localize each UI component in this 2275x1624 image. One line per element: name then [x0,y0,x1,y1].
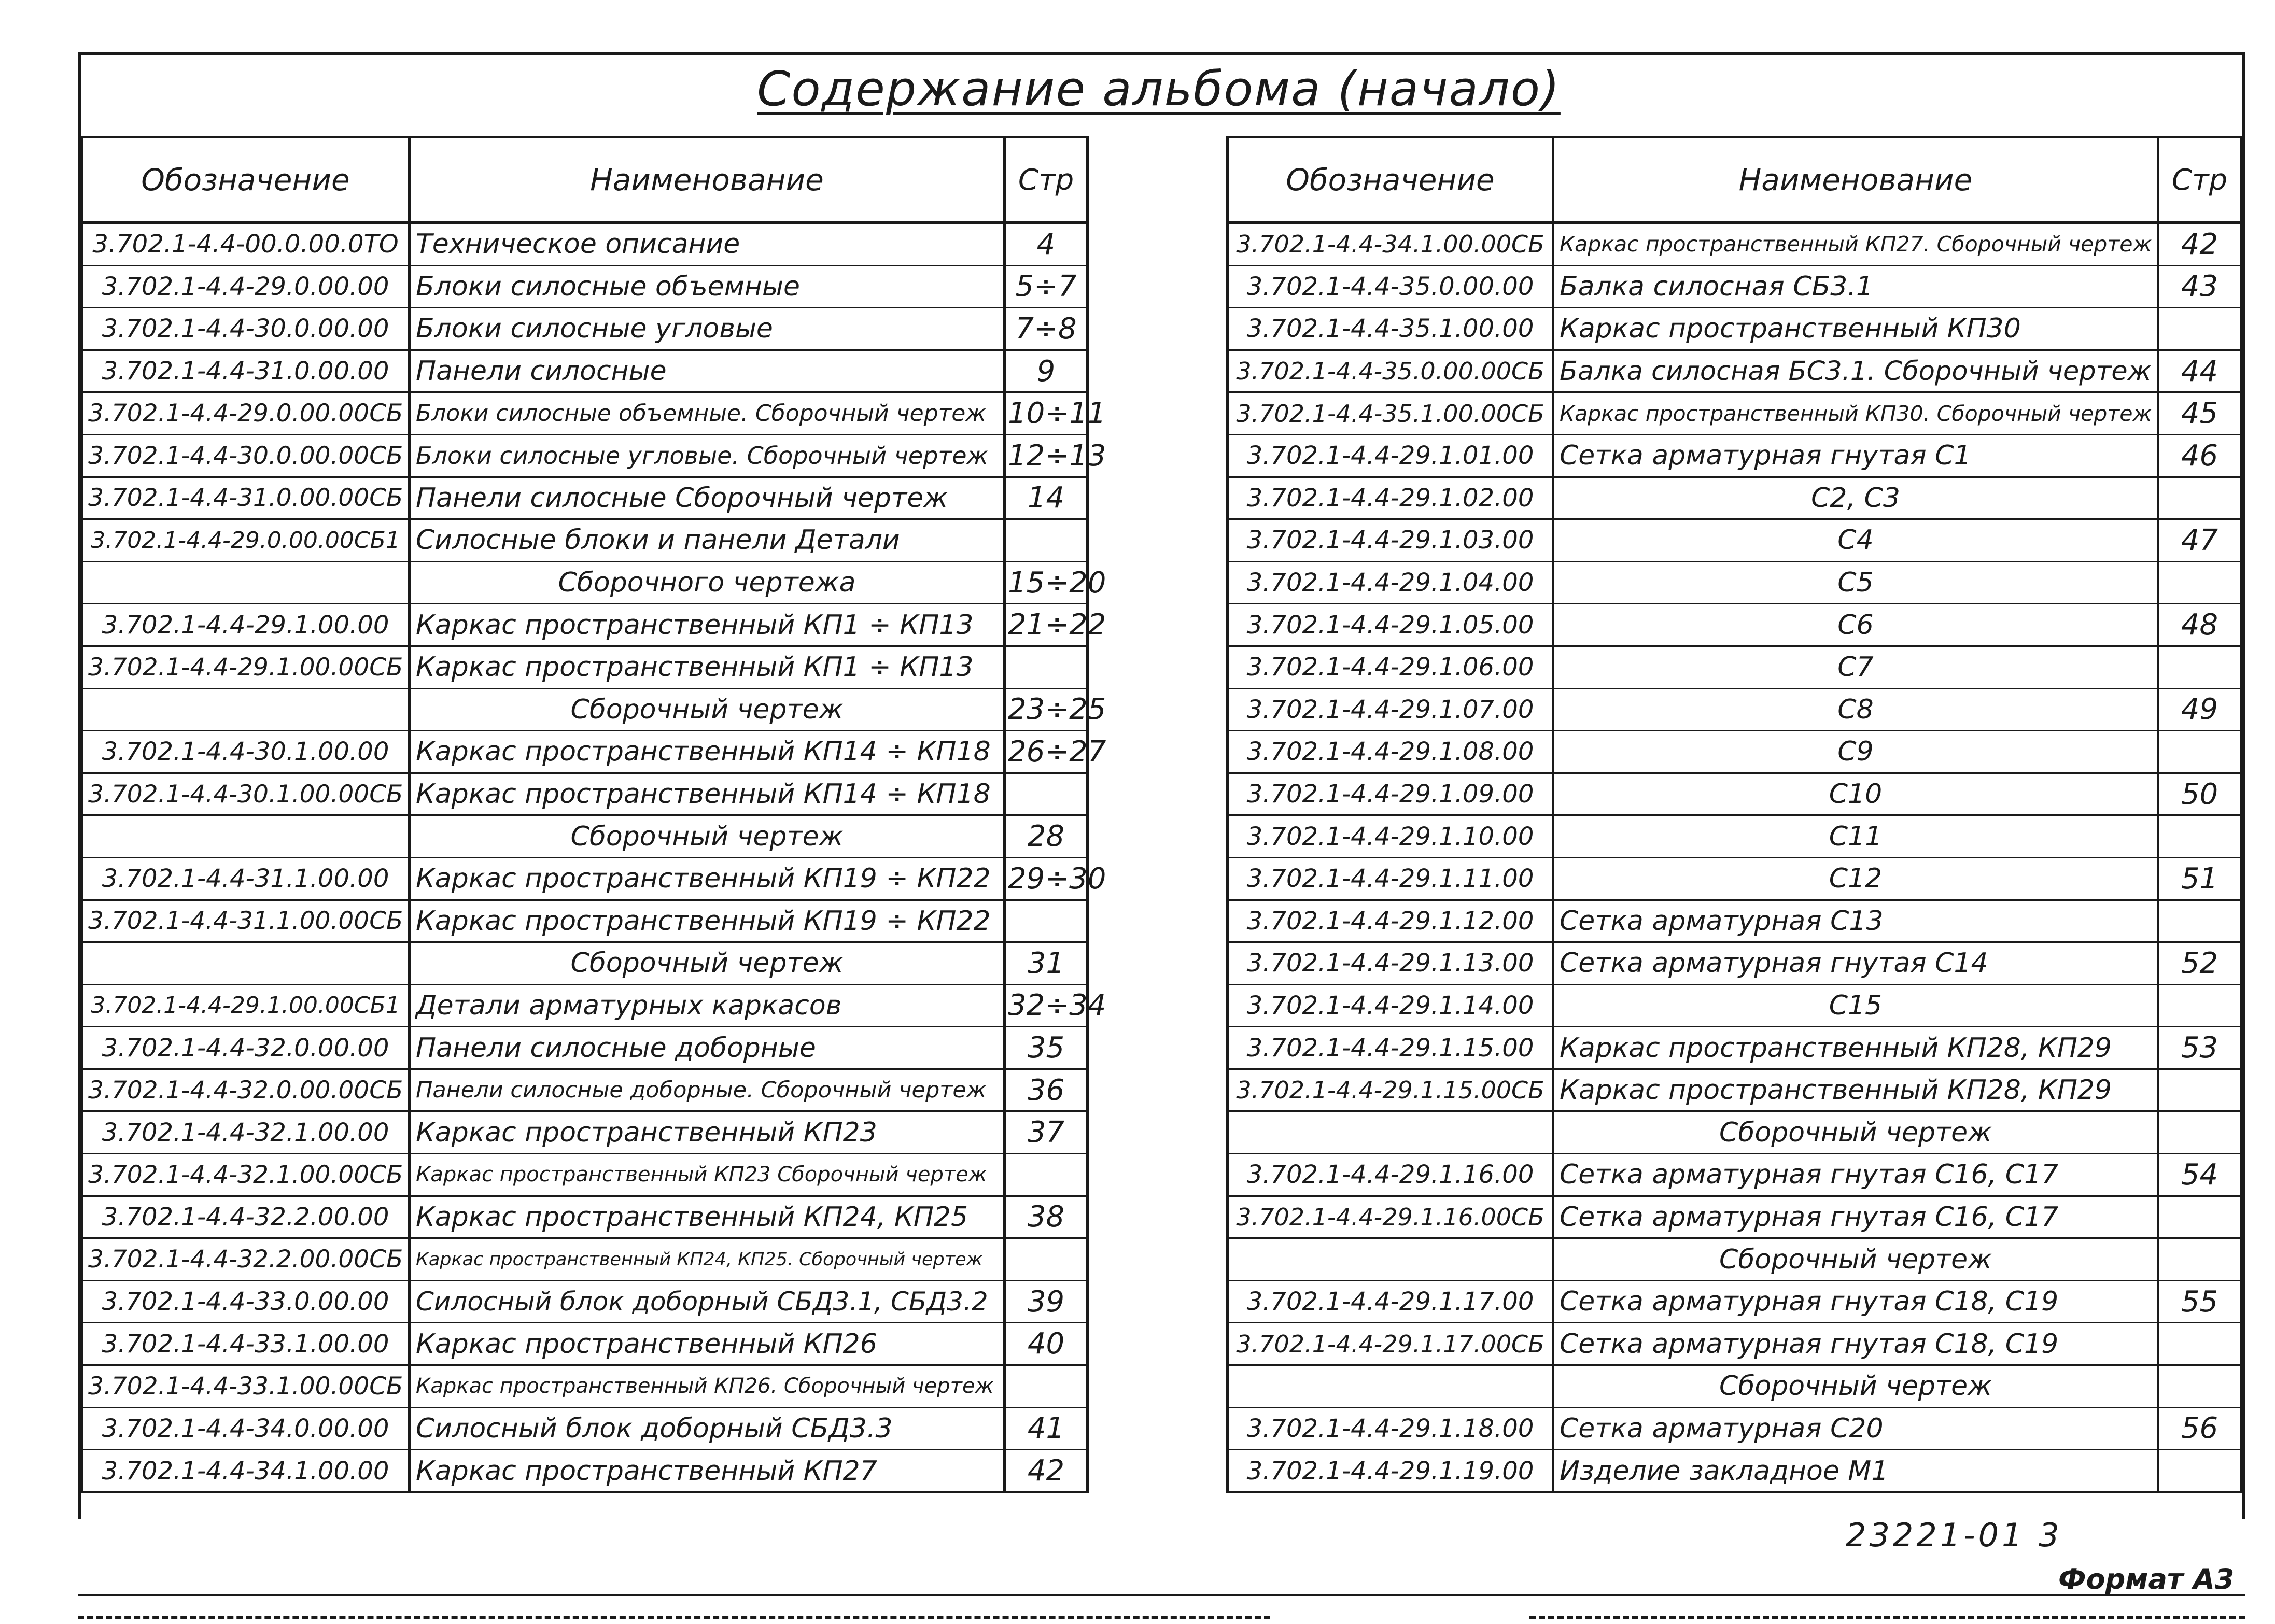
designation-cell: 3.702.1-4.4-29.1.07.00 [1228,688,1553,731]
name-cell: Каркас пространственный КП24, КП25. Сборочный чертеж [410,1238,1005,1281]
name-cell: Сборочный чертеж [410,688,1005,731]
name-cell: Каркас пространственный КП14 ÷ КП18 [410,731,1005,773]
designation-cell: 3.702.1-4.4-29.0.00.00СБ [82,392,410,435]
table-row [82,1154,1088,1196]
name-cell: С10 [1553,773,2158,815]
designation-cell: 3.702.1-4.4-30.1.00.00 [82,731,410,773]
page-cell [2158,646,2241,688]
table-row [82,857,1088,900]
name-cell: Сборочный чертеж [1553,1111,2158,1154]
table-row [82,900,1088,942]
designation-cell: 3.702.1-4.4-29.1.17.00 [1228,1280,1553,1323]
designation-cell: 3.702.1-4.4-35.0.00.00 [1228,265,1553,308]
designation-cell: 3.702.1-4.4-34.1.00.00 [82,1450,410,1492]
designation-cell: 3.702.1-4.4-32.1.00.00 [82,1111,410,1154]
page-cell: 54 [2158,1154,2241,1196]
name-cell: Сетка арматурная гнутая С18, С19 [1553,1280,2158,1323]
page-cell [2158,900,2241,942]
contents-rows-left [82,223,1106,1492]
name-cell: С5 [1553,561,2158,604]
designation-cell: 3.702.1-4.4-34.1.00.00СБ [1228,223,1553,266]
name-cell: С4 [1553,519,2158,562]
name-cell: Панели силосные доборные [410,1027,1005,1069]
table-row [82,350,1088,392]
page-cell [2158,477,2241,519]
table-row [82,1407,1088,1450]
page-cell: 5÷7 [1005,265,1088,308]
name-cell: Каркас пространственный КП23 Сборочный чертеж [410,1154,1005,1196]
table-row [1228,1365,2241,1408]
designation-cell: 3.702.1-4.4-29.0.00.00 [82,265,410,308]
header-code: Обозначение [1228,137,1553,223]
name-cell: Сетка арматурная гнутая С16, С17 [1553,1154,2158,1196]
name-cell: Каркас пространственный КП27. Сборочный чертеж [1553,223,2158,266]
page-cell: 15÷20 [1005,561,1088,604]
name-cell: Панели силосные доборные. Сборочный чертеж [410,1069,1005,1111]
name-cell: Блоки силосные объемные [410,265,1005,308]
table-row [82,392,1088,435]
table-row [1228,1069,2241,1111]
page-cell [1005,1154,1088,1196]
name-cell: Сборочный чертеж [1553,1238,2158,1281]
page-cell [2158,1365,2241,1408]
table-row [82,1238,1088,1281]
table-row [1228,900,2241,942]
designation-cell: 3.702.1-4.4-29.1.08.00 [1228,731,1553,773]
designation-cell: 3.702.1-4.4-29.1.06.00 [1228,646,1553,688]
designation-cell: 3.702.1-4.4-29.0.00.00СБ1 [82,519,410,562]
cut-line-right [1529,1616,2245,1619]
contents-rows-right [1228,223,2241,1492]
table-row [1228,1196,2241,1238]
table-row [82,942,1088,985]
page-cell: 45 [2158,392,2241,435]
designation-cell: 3.702.1-4.4-29.1.01.00 [1228,434,1553,477]
page-cell [2158,1196,2241,1238]
table-row [82,1069,1088,1111]
page-cell: 50 [2158,773,2241,815]
designation-cell: 3.702.1-4.4-30.0.00.00 [82,308,410,350]
designation-cell: 3.702.1-4.4-33.0.00.00 [82,1280,410,1323]
table-row [1228,857,2241,900]
table-row [1228,731,2241,773]
table-row [1228,1238,2241,1281]
designation-cell: 3.702.1-4.4-29.1.11.00 [1228,857,1553,900]
table-row [82,1450,1088,1492]
page-cell: 9 [1005,350,1088,392]
table-row [1228,942,2241,985]
designation-cell: 3.702.1-4.4-35.1.00.00СБ [1228,392,1553,435]
header-code: Обозначение [82,137,410,223]
page-cell [1005,1365,1088,1408]
designation-cell: 3.702.1-4.4-33.1.00.00 [82,1323,410,1365]
name-cell: Каркас пространственный КП30 [1553,308,2158,350]
page-cell [1005,646,1088,688]
document-number: 23221-01 3 [1846,1516,2062,1554]
page-cell: 48 [2158,604,2241,646]
table-row [1228,223,2241,266]
table-row [1228,350,2241,392]
page-cell [2158,1450,2241,1492]
designation-cell: 3.702.1-4.4-29.1.02.00 [1228,477,1553,519]
name-cell: Каркас пространственный КП26 [410,1323,1005,1365]
table-row [82,308,1088,350]
page-cell [2158,1111,2241,1154]
designation-cell [82,942,410,985]
page-cell: 32÷34 [1005,984,1088,1027]
designation-cell [1228,1238,1553,1281]
table-row [1228,265,2241,308]
name-cell: Панели силосные [410,350,1005,392]
name-cell: Силосный блок доборный СБД3.3 [410,1407,1005,1450]
page-cell: 42 [1005,1450,1088,1492]
name-cell: Детали арматурных каркасов [410,984,1005,1027]
page-cell [2158,1238,2241,1281]
designation-cell: 3.702.1-4.4-29.1.15.00 [1228,1027,1553,1069]
name-cell: С11 [1553,815,2158,858]
name-cell: Каркас пространственный КП28, КП29 [1553,1027,2158,1069]
designation-cell: 3.702.1-4.4-35.1.00.00 [1228,308,1553,350]
table-row [1228,1111,2241,1154]
designation-cell: 3.702.1-4.4-29.1.05.00 [1228,604,1553,646]
cut-line-left [78,1616,1270,1619]
name-cell: Техническое описание [410,223,1005,266]
name-cell: Сетка арматурная гнутая С14 [1553,942,2158,985]
designation-cell: 3.702.1-4.4-29.1.16.00 [1228,1154,1553,1196]
designation-cell: 3.702.1-4.4-29.1.18.00 [1228,1407,1553,1450]
name-cell: Сетка арматурная гнутая С18, С19 [1553,1323,2158,1365]
page-cell: 42 [2158,223,2241,266]
name-cell: Каркас пространственный КП1 ÷ КП13 [410,646,1005,688]
contents-table-right [1226,136,2242,1493]
table-row [82,984,1088,1027]
name-cell: С15 [1553,984,2158,1027]
table-row [1228,1323,2241,1365]
page-cell [1005,519,1088,562]
table-row [1228,519,2241,562]
page-cell: 49 [2158,688,2241,731]
name-cell: Каркас пространственный КП28, КП29 [1553,1069,2158,1111]
name-cell: Изделие закладное М1 [1553,1450,2158,1492]
table-row [82,265,1088,308]
designation-cell [1228,1111,1553,1154]
table-row [1228,773,2241,815]
table-row [82,688,1088,731]
name-cell: Каркас пространственный КП27 [410,1450,1005,1492]
name-cell: Балка силосная СБ3.1 [1553,265,2158,308]
name-cell: С8 [1553,688,2158,731]
page-cell: 43 [2158,265,2241,308]
name-cell: Сборочный чертеж [410,942,1005,985]
name-cell: Силосный блок доборный СБД3.1, СБД3.2 [410,1280,1005,1323]
table-row [1228,1407,2241,1450]
page-cell [2158,561,2241,604]
table-row [1228,434,2241,477]
designation-cell [82,815,410,858]
table-row [1228,1027,2241,1069]
designation-cell: 3.702.1-4.4-29.1.13.00 [1228,942,1553,985]
designation-cell: 3.702.1-4.4-31.1.00.00 [82,857,410,900]
table-row [82,1323,1088,1365]
table-row [1228,392,2241,435]
designation-cell: 3.702.1-4.4-30.0.00.00СБ [82,434,410,477]
name-cell: Каркас пространственный КП24, КП25 [410,1196,1005,1238]
page-cell: 51 [2158,857,2241,900]
page-cell: 29÷30 [1005,857,1088,900]
page-cell [2158,1069,2241,1111]
table-row [82,1111,1088,1154]
name-cell: С12 [1553,857,2158,900]
designation-cell: 3.702.1-4.4-29.1.10.00 [1228,815,1553,858]
name-cell: Панели силосные Сборочный чертеж [410,477,1005,519]
page-cell: 56 [2158,1407,2241,1450]
name-cell: Силосные блоки и панели Детали [410,519,1005,562]
designation-cell: 3.702.1-4.4-29.1.14.00 [1228,984,1553,1027]
designation-cell: 3.702.1-4.4-35.0.00.00СБ [1228,350,1553,392]
page-cell [1005,1238,1088,1281]
name-cell: Каркас пространственный КП19 ÷ КП22 [410,857,1005,900]
table-row [82,561,1088,604]
designation-cell: 3.702.1-4.4-29.1.04.00 [1228,561,1553,604]
table-row [1228,1280,2241,1323]
page-cell: 21÷22 [1005,604,1088,646]
designation-cell: 3.702.1-4.4-00.0.00.0ТО [82,223,410,266]
page-cell: 38 [1005,1196,1088,1238]
page-cell: 10÷11 [1005,392,1088,435]
designation-cell: 3.702.1-4.4-33.1.00.00СБ [82,1365,410,1408]
page-cell: 23÷25 [1005,688,1088,731]
table-row [1228,604,2241,646]
page-cell: 12÷13 [1005,434,1088,477]
table-row [82,604,1088,646]
designation-cell: 3.702.1-4.4-29.1.17.00СБ [1228,1323,1553,1365]
name-cell: Каркас пространственный КП26. Сборочный чертеж [410,1365,1005,1408]
designation-cell: 3.702.1-4.4-29.1.12.00 [1228,900,1553,942]
table-row [1228,561,2241,604]
designation-cell: 3.702.1-4.4-31.1.00.00СБ [82,900,410,942]
header-name: Наименование [1553,137,2158,223]
designation-cell: 3.702.1-4.4-29.1.00.00СБ [82,646,410,688]
contents-table-left [80,136,1106,1493]
table-row [82,223,1088,266]
name-cell: Блоки силосные угловые. Сборочный чертеж [410,434,1005,477]
name-cell: Сборочного чертежа [410,561,1005,604]
designation-cell: 3.702.1-4.4-30.1.00.00СБ [82,773,410,815]
designation-cell: 3.702.1-4.4-29.1.00.00СБ1 [82,984,410,1027]
designation-cell: 3.702.1-4.4-29.1.15.00СБ [1228,1069,1553,1111]
page-cell: 41 [1005,1407,1088,1450]
name-cell: С9 [1553,731,2158,773]
page-cell [2158,1323,2241,1365]
table-row [82,477,1088,519]
designation-cell: 3.702.1-4.4-29.1.09.00 [1228,773,1553,815]
page-cell: 39 [1005,1280,1088,1323]
table-header-row [82,137,1088,223]
page-cell: 53 [2158,1027,2241,1069]
page-cell: 40 [1005,1323,1088,1365]
designation-cell: 3.702.1-4.4-29.1.19.00 [1228,1450,1553,1492]
table-row [82,434,1088,477]
page-cell: 4 [1005,223,1088,266]
table-row [82,815,1088,858]
name-cell: Сборочный чертеж [1553,1365,2158,1408]
table-row [82,1280,1088,1323]
name-cell: С7 [1553,646,2158,688]
page-cell: 26÷27 [1005,731,1088,773]
table-row [82,646,1088,688]
page-cell: 35 [1005,1027,1088,1069]
designation-cell [82,561,410,604]
table-row [82,1027,1088,1069]
page-cell: 55 [2158,1280,2241,1323]
format-label: Формат А3 [2058,1563,2235,1595]
name-cell: Каркас пространственный КП30. Сборочный чертеж [1553,392,2158,435]
page-cell [2158,308,2241,350]
page-cell [1005,773,1088,815]
designation-cell: 3.702.1-4.4-29.1.16.00СБ [1228,1196,1553,1238]
page-cell: 52 [2158,942,2241,985]
table-row [82,773,1088,815]
designation-cell: 3.702.1-4.4-31.0.00.00 [82,350,410,392]
name-cell: Сетка арматурная С20 [1553,1407,2158,1450]
name-cell: Сборочный чертеж [410,815,1005,858]
header-page: Стр [1005,137,1088,223]
album-contents-title: Содержание альбома (начало) [757,61,1561,117]
header-page: Стр [2158,137,2241,223]
designation-cell: 3.702.1-4.4-29.1.00.00 [82,604,410,646]
name-cell: С6 [1553,604,2158,646]
page-cell [1005,900,1088,942]
table-row [1228,646,2241,688]
page-cell: 46 [2158,434,2241,477]
page-cell: 14 [1005,477,1088,519]
page-cell [2158,984,2241,1027]
name-cell: Балка силосная БС3.1. Сборочный чертеж [1553,350,2158,392]
name-cell: Блоки силосные объемные. Сборочный чертеж [410,392,1005,435]
page-cell: 28 [1005,815,1088,858]
name-cell: Каркас пространственный КП14 ÷ КП18 [410,773,1005,815]
table-row [82,1365,1088,1408]
name-cell: Сетка арматурная гнутая С1 [1553,434,2158,477]
designation-cell [82,688,410,731]
name-cell: Каркас пространственный КП19 ÷ КП22 [410,900,1005,942]
page-cell: 37 [1005,1111,1088,1154]
table-row [82,1196,1088,1238]
name-cell: С2, С3 [1553,477,2158,519]
designation-cell: 3.702.1-4.4-32.1.00.00СБ [82,1154,410,1196]
designation-cell: 3.702.1-4.4-32.0.00.00СБ [82,1069,410,1111]
table-header-row [1228,137,2241,223]
designation-cell [1228,1365,1553,1408]
designation-cell: 3.702.1-4.4-34.0.00.00 [82,1407,410,1450]
page-cell: 7÷8 [1005,308,1088,350]
name-cell: Каркас пространственный КП23 [410,1111,1005,1154]
table-row [82,731,1088,773]
designation-cell: 3.702.1-4.4-29.1.03.00 [1228,519,1553,562]
name-cell: Сетка арматурная С13 [1553,900,2158,942]
table-row [1228,308,2241,350]
page-cell: 47 [2158,519,2241,562]
table-row [1228,688,2241,731]
page-cell [2158,815,2241,858]
designation-cell: 3.702.1-4.4-31.0.00.00СБ [82,477,410,519]
table-row [82,519,1088,562]
name-cell: Блоки силосные угловые [410,308,1005,350]
page-cell: 36 [1005,1069,1088,1111]
name-cell: Каркас пространственный КП1 ÷ КП13 [410,604,1005,646]
table-row [1228,1154,2241,1196]
designation-cell: 3.702.1-4.4-32.2.00.00СБ [82,1238,410,1281]
designation-cell: 3.702.1-4.4-32.2.00.00 [82,1196,410,1238]
page-cell [2158,731,2241,773]
bottom-rule [78,1594,2245,1596]
table-row [1228,815,2241,858]
table-row [1228,984,2241,1027]
page-cell: 44 [2158,350,2241,392]
table-row [1228,477,2241,519]
table-row [1228,1450,2241,1492]
designation-cell: 3.702.1-4.4-32.0.00.00 [82,1027,410,1069]
header-name: Наименование [410,137,1005,223]
page-cell: 31 [1005,942,1088,985]
name-cell: Сетка арматурная гнутая С16, С17 [1553,1196,2158,1238]
